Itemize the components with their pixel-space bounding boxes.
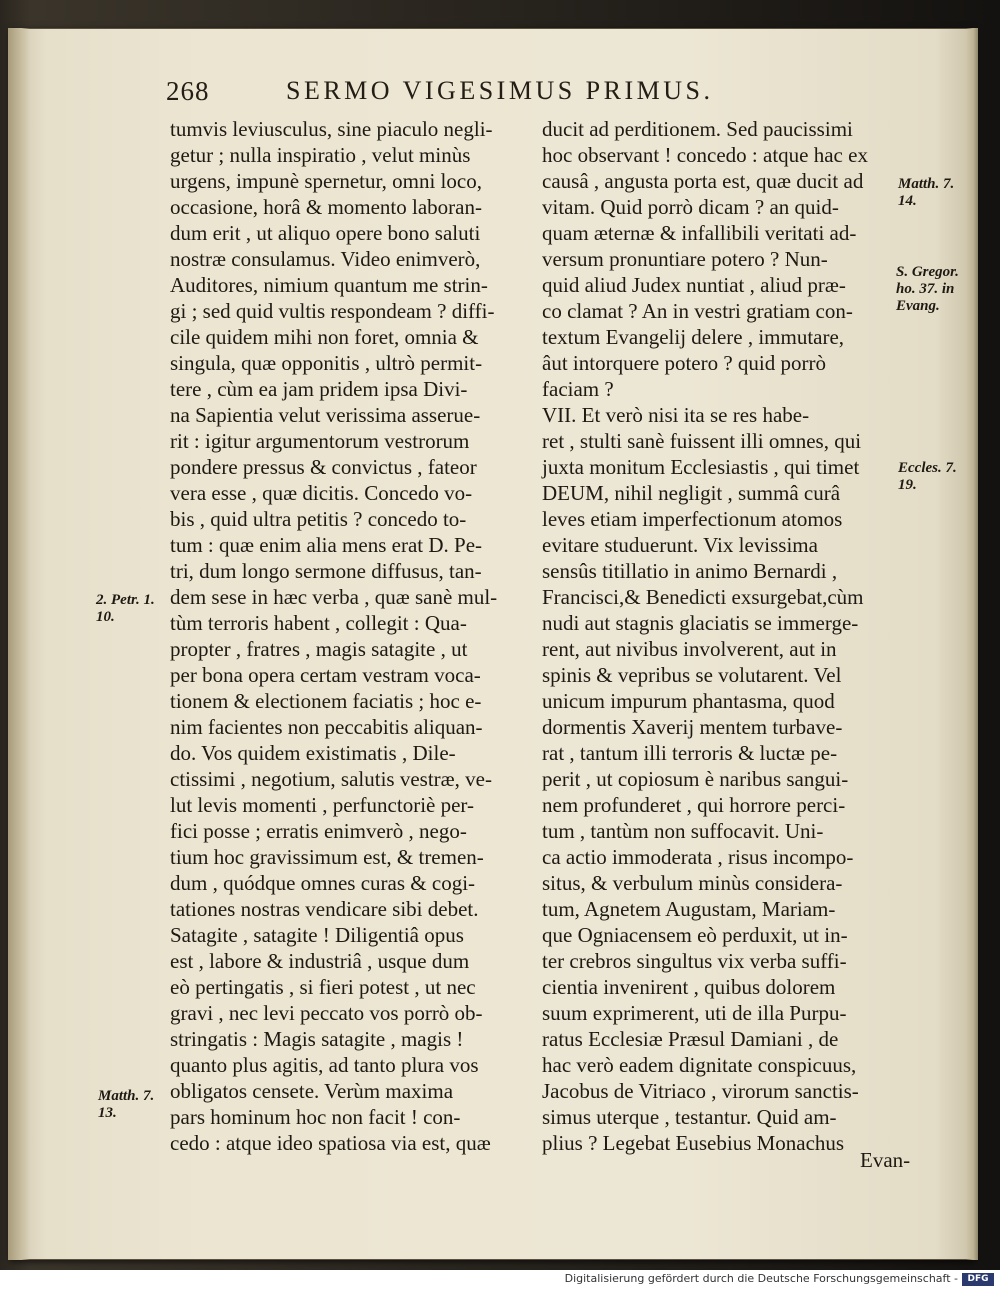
text-line: Francisci,& Benedicti exsurgebat,cùm xyxy=(542,585,864,609)
marginal-note-text: 2. Petr. 1. 10. xyxy=(96,592,155,625)
text-line: fici posse ; erratis enimverò , nego- xyxy=(170,819,467,843)
marginal-note-eccles xyxy=(898,460,957,494)
text-line: tumvis leviusculus, sine piaculo negli- xyxy=(170,117,493,141)
marginal-note-matth-7-14 xyxy=(898,176,954,210)
text-line: tere , cùm ea jam pridem ipsa Divi- xyxy=(170,377,468,401)
text-line: quanto plus agitis, ad tanto plura vos xyxy=(170,1053,479,1077)
text-line: obligatos censete. Verùm maxima xyxy=(170,1079,454,1103)
text-line: nim facientes non peccabitis aliquan- xyxy=(170,715,483,739)
text-line: tium hoc gravissimum est, & tremen- xyxy=(170,845,484,869)
footer-bar xyxy=(0,1270,1000,1289)
text-line: occasione, horâ & momento laboran- xyxy=(170,195,482,219)
text-line: simus uterque , testantur. Quid am- xyxy=(542,1105,837,1129)
text-line: nostræ consulamus. Video enimverò, xyxy=(170,247,481,271)
marginal-note-s-gregor xyxy=(896,264,959,315)
page-right-edge xyxy=(966,28,978,1260)
text-line: vitam. Quid porrò dicam ? an quid- xyxy=(542,195,839,219)
left-text-column xyxy=(170,116,530,1156)
text-line: dum erit , ut aliquo opere bono saluti xyxy=(170,221,481,245)
text-line: sensûs titillatio in animo Bernardi , xyxy=(542,559,838,583)
text-line: cile quidem mihi non foret, omnia & xyxy=(170,325,479,349)
text-line: pondere pressus & convictus , fateor xyxy=(170,455,477,479)
text-line: nudi aut stagnis glaciatis se immerge- xyxy=(542,611,859,635)
text-line: ter crebros singultus vix verba suffi- xyxy=(542,949,847,973)
text-line: tùm terroris habent , collegit : Qua- xyxy=(170,611,467,635)
text-line: hac verò eadem dignitate conspicuus, xyxy=(542,1053,857,1077)
text-line: Satagite , satagite ! Diligentiâ opus xyxy=(170,923,464,947)
text-line: âut intorquere potero ? quid porrò xyxy=(542,351,826,375)
text-line: unicum impurum phantasma, quod xyxy=(542,689,835,713)
text-line: evitare studuerunt. Vix levissima xyxy=(542,533,818,557)
text-line: Auditores, nimium quantum me strin- xyxy=(170,273,488,297)
text-line: ca actio immoderata , risus incompo- xyxy=(542,845,854,869)
text-line: rit : igitur argumentorum vestrorum xyxy=(170,429,470,453)
text-line: faciam ? xyxy=(542,377,614,401)
text-line: nem profunderet , qui horrore perci- xyxy=(542,793,846,817)
funding-note: Digitalisierung gefördert durch die Deutsche Forschungsgemeinschaft - xyxy=(564,1272,958,1285)
page-gutter-shadow xyxy=(8,28,30,1260)
text-line: tum , tantùm non suffocavit. Uni- xyxy=(542,819,824,843)
text-line: bis , quid ultra petitis ? concedo to- xyxy=(170,507,467,531)
text-line: cedo : atque ideo spatiosa via est, quæ xyxy=(170,1131,491,1155)
text-line: leves etiam imperfectionum atomos xyxy=(542,507,843,531)
text-line: tationes nostras vendicare sibi debet. xyxy=(170,897,479,921)
text-line: ret , stulti sanè fuissent illi omnes, qui xyxy=(542,429,862,453)
text-line: DEUM, nihil negligit , summâ curâ xyxy=(542,481,841,505)
text-line: vera esse , quæ dicitis. Concedo vo- xyxy=(170,481,473,505)
text-line: suum exprimerent, uti de illa Purpu- xyxy=(542,1001,847,1025)
text-line: urgens, impunè spernetur, omni loco, xyxy=(170,169,482,193)
text-line: getur ; nulla inspiratio , velut minùs xyxy=(170,143,471,167)
text-line: cientia invenirent , quibus dolorem xyxy=(542,975,836,999)
text-line: que Ogniacensem eò perduxit, ut in- xyxy=(542,923,848,947)
text-line: gi ; sed quid vultis respondeam ? diffi- xyxy=(170,299,495,323)
marginal-note-matth-7-13 xyxy=(98,1088,154,1122)
text-line: stringatis : Magis satagite , magis ! xyxy=(170,1027,464,1051)
text-line: pars hominum hoc non facit ! con- xyxy=(170,1105,461,1129)
text-line: spinis & vepribus se volutarent. Vel xyxy=(542,663,842,687)
text-line: quam æternæ & infallibili veritati ad- xyxy=(542,221,857,245)
marginal-note-petr xyxy=(96,592,155,626)
text-line: tri, dum longo sermone diffusus, tan- xyxy=(170,559,482,583)
text-line: rat , tantum illi terroris & luctæ pe- xyxy=(542,741,838,765)
catchword: Evan- xyxy=(860,1148,911,1172)
text-line: propter , fratres , magis satagite , ut xyxy=(170,637,468,661)
page-number: 268 xyxy=(166,76,210,106)
text-line: ducit ad perditionem. Sed paucissimi xyxy=(542,117,853,141)
text-line: causâ , angusta porta est, quæ ducit ad xyxy=(542,169,864,193)
running-title: SERMO VIGESIMUS PRIMUS. xyxy=(286,76,714,105)
text-line: versum pronuntiare potero ? Nun- xyxy=(542,247,828,271)
text-line: tum, Agnetem Augustam, Mariam- xyxy=(542,897,836,921)
page-header xyxy=(166,76,906,116)
text-line: VII. Et verò nisi ita se res habe- xyxy=(542,403,810,427)
text-line: per bona opera certam vestram voca- xyxy=(170,663,481,687)
right-text-column xyxy=(542,116,912,1156)
marginal-note-text: Matth. 7. 14. xyxy=(898,176,955,209)
text-line: lut levis momenti , perfunctoriè per- xyxy=(170,793,474,817)
text-line: juxta monitum Ecclesiastis , qui timet xyxy=(542,455,860,479)
text-line: plius ? Legebat Eusebius Monachus xyxy=(542,1131,845,1155)
text-line: ratus Ecclesiæ Præsul Damiani , de xyxy=(542,1027,839,1051)
dfg-logo: DFG xyxy=(962,1273,994,1286)
text-line: textum Evangelij delere , immutare, xyxy=(542,325,845,349)
marginal-note-text: Eccles. 7. 19. xyxy=(898,460,957,493)
text-line: co clamat ? An in vestri gratiam con- xyxy=(542,299,853,323)
text-line: situs, & verbulum minùs considera- xyxy=(542,871,843,895)
text-line: rent, aut nivibus involverent, aut in xyxy=(542,637,837,661)
text-line: do. Vos quidem existimatis , Dile- xyxy=(170,741,456,765)
text-line: eò pertingatis , si fieri potest , ut nec xyxy=(170,975,476,999)
text-line: hoc observant ! concedo : atque hac ex xyxy=(542,143,868,167)
text-line: perit , ut copiosum è naribus sangui- xyxy=(542,767,849,791)
text-line: tionem & electionem faciatis ; hoc e- xyxy=(170,689,482,713)
marginal-note-text: Matth. 7. 13. xyxy=(98,1088,155,1121)
text-line: Jacobus de Vitriaco , virorum sanctis- xyxy=(542,1079,859,1103)
text-line: dum , quódque omnes curas & cogi- xyxy=(170,871,476,895)
text-line: dormentis Xaverij mentem turbave- xyxy=(542,715,843,739)
text-line: quid aliud Judex nuntiat , aliud præ- xyxy=(542,273,846,297)
text-line: tum : quæ enim alia mens erat D. Pe- xyxy=(170,533,483,557)
text-line: dem sese in hæc verba , quæ sanè mul- xyxy=(170,585,498,609)
marginal-note-text: S. Gregor. ho. 37. in Evang. xyxy=(896,264,959,314)
text-line: gravi , nec levi peccato vos porrò ob- xyxy=(170,1001,483,1025)
text-line: est , labore & industriâ , usque dum xyxy=(170,949,470,973)
text-line: na Sapientia velut verissima asserue- xyxy=(170,403,481,427)
text-line: ctissimi , negotium, salutis vestræ, ve- xyxy=(170,767,492,791)
text-line: singula, quæ opponitis , ultrò permit- xyxy=(170,351,483,375)
